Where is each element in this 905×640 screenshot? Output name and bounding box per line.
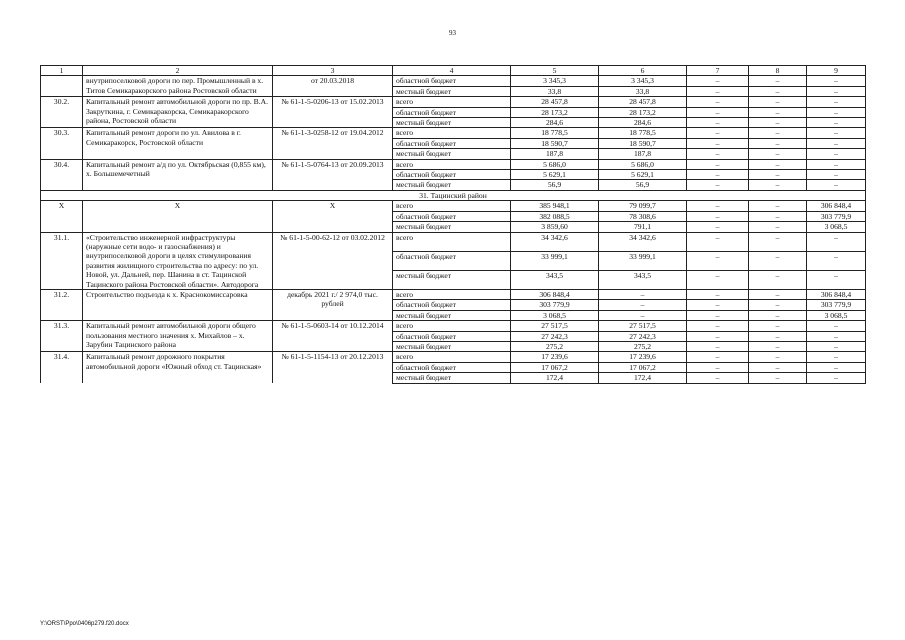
amount-cell: – [687,289,749,299]
amount-cell: – [749,76,807,86]
amount-cell: 343,5 [599,270,687,289]
amount-cell: – [749,362,807,372]
amount-cell: – [807,128,866,138]
amount-cell: – [599,310,687,320]
amount-cell: – [749,159,807,169]
amount-cell: – [687,86,749,96]
table-row [41,128,866,138]
amount-cell: 34 342,6 [599,232,687,251]
amount-cell: – [807,180,866,190]
file-path-footer: Y:\ORST\Ppo\0406p279.f20.docx [40,621,129,627]
amount-cell: 172,4 [599,373,687,383]
object-name: «Строительство инженерной инфраструктуры (наружные сети водо- и газоснабжения) и внутрипоселковой дороги в целях стимулирования развития жилищного строительства по адресу: по ул. Новой, ул. Дальней, пер. Шанина в ст. Тацинской Тацинского района Ростовской области». Автодорога [83,232,273,289]
amount-cell: – [687,251,749,270]
funding-source: областной бюджет [393,76,511,86]
amount-cell: 18 590,7 [599,138,687,148]
funding-source: областной бюджет [393,138,511,148]
amount-cell: – [749,222,807,232]
funding-source: всего [393,97,511,107]
amount-cell: – [687,300,749,310]
amount-cell: – [749,107,807,117]
amount-cell: 3 345,3 [511,76,599,86]
header-row [41,66,866,76]
amount-cell: 303 779,9 [807,211,866,221]
amount-cell: 382 088,5 [511,211,599,221]
amount-cell: 18 778,5 [599,128,687,138]
amount-cell: 275,2 [511,341,599,351]
table-row [41,321,866,331]
amount-cell: 27 242,3 [599,331,687,341]
amount-cell: 5 686,0 [599,159,687,169]
amount-cell: – [687,138,749,148]
funding-source: всего [393,321,511,331]
funding-source: местный бюджет [393,180,511,190]
item-number: 31.3. [41,321,83,352]
amount-cell: 18 590,7 [511,138,599,148]
amount-cell: – [749,331,807,341]
amount-cell: 34 342,6 [511,232,599,251]
column-header: 9 [807,66,866,76]
amount-cell: – [749,289,807,299]
amount-cell: 284,6 [511,118,599,128]
object-name: Х [83,201,273,232]
item-number: 31.2. [41,289,83,320]
funding-source: областной бюджет [393,211,511,221]
amount-cell: – [687,270,749,289]
funding-source: областной бюджет [393,107,511,117]
funding-source: всего [393,128,511,138]
funding-source: областной бюджет [393,251,511,270]
amount-cell: – [687,331,749,341]
amount-cell: – [687,180,749,190]
amount-cell: – [687,341,749,351]
amount-cell: – [749,118,807,128]
amount-cell: – [687,373,749,383]
amount-cell: – [749,321,807,331]
amount-cell: – [807,159,866,169]
amount-cell: – [749,138,807,148]
amount-cell: – [749,270,807,289]
amount-cell: – [687,211,749,221]
amount-cell: 33 999,1 [511,251,599,270]
amount-cell: 56,9 [511,180,599,190]
amount-cell: – [807,138,866,148]
funding-source: всего [393,289,511,299]
document-info: № 61-1-3-0258-12 от 19.04.2012 [273,128,393,159]
amount-cell: – [687,232,749,251]
document-info: № 61-1-5-0603-14 от 10.12.2014 [273,321,393,352]
amount-cell: – [807,107,866,117]
amount-cell: 275,2 [599,341,687,351]
amount-cell: – [749,300,807,310]
amount-cell: 17 239,6 [511,352,599,362]
amount-cell: – [807,97,866,107]
amount-cell: – [687,362,749,372]
amount-cell: 187,8 [511,149,599,159]
column-header: 4 [393,66,511,76]
amount-cell: – [599,300,687,310]
amount-cell: – [749,211,807,221]
amount-cell: – [749,251,807,270]
item-number: 31.4. [41,352,83,383]
table-row [41,232,866,251]
column-header: 3 [273,66,393,76]
amount-cell: 17 067,2 [599,362,687,372]
amount-cell: – [687,159,749,169]
amount-cell: 385 948,1 [511,201,599,211]
amount-cell: – [807,251,866,270]
section-row [41,190,866,200]
amount-cell: 56,9 [599,180,687,190]
amount-cell: 78 308,6 [599,211,687,221]
object-name: Капитальный ремонт автомобильной дороги общего пользования местного значения х. Михайлов – х. Зарубин Тацинского района [83,321,273,352]
amount-cell: – [807,373,866,383]
amount-cell: 284,6 [599,118,687,128]
item-number: 30.4. [41,159,83,190]
amount-cell: – [807,118,866,128]
amount-cell: – [687,310,749,320]
funding-source: местный бюджет [393,310,511,320]
amount-cell: 306 848,4 [807,201,866,211]
item-number [41,76,83,97]
amount-cell: – [749,352,807,362]
funding-source: всего [393,159,511,169]
amount-cell: 3 345,3 [599,76,687,86]
amount-cell: 3 068,5 [511,310,599,320]
amount-cell: – [749,128,807,138]
funding-source: всего [393,232,511,251]
document-info: № 61-1-5-1154-13 от 20.12.2013 [273,352,393,383]
amount-cell: 79 099,7 [599,201,687,211]
funding-source: местный бюджет [393,149,511,159]
amount-cell: 33,8 [511,86,599,96]
object-name: внутрипоселковой дороги по пер. Промышленный в х. Титов Семикаракорского района Ростовской области [83,76,273,97]
amount-cell: – [687,170,749,180]
amount-cell: 303 779,9 [807,300,866,310]
amount-cell: 28 173,2 [599,107,687,117]
funding-source: всего [393,352,511,362]
table-row [41,159,866,169]
funding-source: областной бюджет [393,331,511,341]
funding-source: областной бюджет [393,362,511,372]
amount-cell: 306 848,4 [807,289,866,299]
document-info: Х [273,201,393,232]
table-row [41,201,866,211]
amount-cell: – [599,289,687,299]
funding-source: областной бюджет [393,170,511,180]
amount-cell: – [687,76,749,86]
amount-cell: – [749,180,807,190]
document-info: № 61-1-5-0764-13 от 20.09.2013 [273,159,393,190]
amount-cell: 28 457,8 [599,97,687,107]
table-row [41,289,866,299]
table-row [41,97,866,107]
amount-cell: 3 859,60 [511,222,599,232]
amount-cell: 17 067,2 [511,362,599,372]
funding-source: местный бюджет [393,270,511,289]
document-info: № 61-1-5-00-62-12 от 03.02.2012 [273,232,393,289]
document-info: декабрь 2021 г./ 2 974,0 тыс. рублей [273,289,393,320]
amount-cell: – [749,170,807,180]
section-title: 31. Тацинский район [41,190,866,200]
amount-cell: – [749,86,807,96]
amount-cell: – [749,149,807,159]
amount-cell: – [687,222,749,232]
amount-cell: – [749,341,807,351]
item-number: 30.2. [41,97,83,128]
amount-cell: 3 068,5 [807,222,866,232]
amount-cell: – [687,201,749,211]
amount-cell: – [687,321,749,331]
object-name: Капитальный ремонт дорожного покрытия автомобильной дороги «Южный обход ст. Тацинская» [83,352,273,383]
funding-source: областной бюджет [393,300,511,310]
amount-cell: 306 848,4 [511,289,599,299]
amount-cell: – [807,149,866,159]
amount-cell: – [749,97,807,107]
column-header: 1 [41,66,83,76]
document-info: № 61-1-5-0206-13 от 15.02.2013 [273,97,393,128]
amount-cell: – [807,270,866,289]
amount-cell: – [687,128,749,138]
amount-cell: 27 517,5 [511,321,599,331]
amount-cell: – [807,232,866,251]
amount-cell: 5 629,1 [511,170,599,180]
funding-source: местный бюджет [393,373,511,383]
amount-cell: 172,4 [511,373,599,383]
amount-cell: 17 239,6 [599,352,687,362]
amount-cell: 5 629,1 [599,170,687,180]
item-number: Х [41,201,83,232]
funding-source: местный бюджет [393,86,511,96]
funding-source: местный бюджет [393,118,511,128]
column-header: 2 [83,66,273,76]
amount-cell: – [749,373,807,383]
table-row [41,76,866,86]
amount-cell: – [807,331,866,341]
amount-cell: 28 173,2 [511,107,599,117]
amount-cell: 33 999,1 [599,251,687,270]
document-info: от 20.03.2018 [273,76,393,97]
amount-cell: – [807,76,866,86]
object-name: Капитальный ремонт дороги по ул. Авилова в г. Семикаракорск, Ростовской области [83,128,273,159]
amount-cell: – [807,170,866,180]
amount-cell: – [807,341,866,351]
amount-cell: 33,8 [599,86,687,96]
funding-source: всего [393,201,511,211]
amount-cell: – [807,86,866,96]
amount-cell: 3 068,5 [807,310,866,320]
amount-cell: – [687,352,749,362]
funding-source: местный бюджет [393,222,511,232]
column-header: 6 [599,66,687,76]
amount-cell: – [807,321,866,331]
object-name: Капитальный ремонт автомобильной дороги по пр. В.А. Закруткина, г. Семикаракорска, Семикаракорского района, Ростовской области [83,97,273,128]
column-header: 7 [687,66,749,76]
amount-cell: 27 242,3 [511,331,599,341]
amount-cell: – [749,310,807,320]
amount-cell: 18 778,5 [511,128,599,138]
column-header: 5 [511,66,599,76]
amount-cell: 5 686,0 [511,159,599,169]
amount-cell: 343,5 [511,270,599,289]
amount-cell: – [807,362,866,372]
amount-cell: – [807,352,866,362]
table-row [41,352,866,362]
amount-cell: 791,1 [599,222,687,232]
amount-cell: – [687,149,749,159]
item-number: 31.1. [41,232,83,289]
amount-cell: 303 779,9 [511,300,599,310]
amount-cell: – [687,107,749,117]
amount-cell: – [749,201,807,211]
amount-cell: – [687,97,749,107]
item-number: 30.3. [41,128,83,159]
funding-source: местный бюджет [393,341,511,351]
amount-cell: – [687,118,749,128]
amount-cell: 187,8 [599,149,687,159]
object-name: Строительство подъезда к х. Краснокомиссаровка [83,289,273,320]
amount-cell: 27 517,5 [599,321,687,331]
amount-cell: – [749,232,807,251]
page-number: 93 [449,29,456,37]
amount-cell: 28 457,8 [511,97,599,107]
column-header: 8 [749,66,807,76]
budget-table [40,65,866,384]
object-name: Капитальный ремонт а/д по ул. Октябрьская (0,855 км), х. Большемечетный [83,159,273,190]
